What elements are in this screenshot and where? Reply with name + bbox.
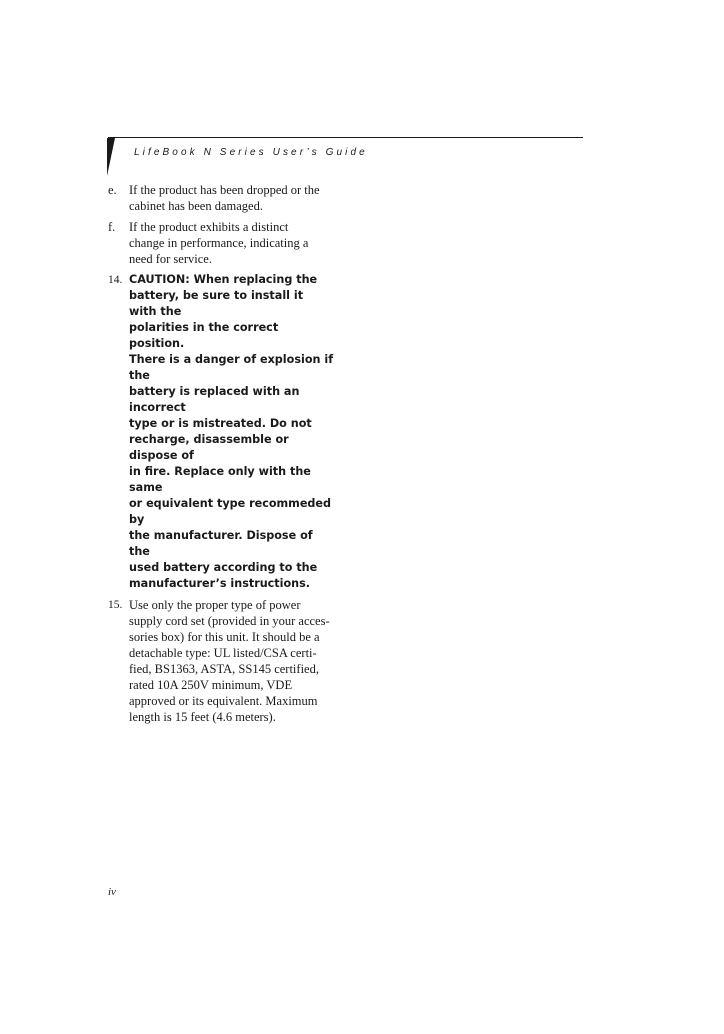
text-line: approved or its equivalent. Maximum — [129, 694, 318, 708]
header-corner-mark — [107, 138, 115, 176]
text-line: recharge, disassemble or dispose of — [129, 433, 289, 462]
list-marker: 15. — [108, 599, 123, 611]
text-line: the manufacturer. Dispose of the — [129, 529, 313, 558]
list-item-text — [129, 597, 334, 725]
text-line: used battery according to the — [129, 561, 318, 574]
list-item-15 — [108, 597, 334, 725]
text-line: detachable type: UL listed/CSA certi- — [129, 646, 317, 660]
text-line: rated 10A 250V minimum, VDE — [129, 678, 293, 692]
text-line: need for service. — [129, 252, 212, 266]
text-line: If the product exhibits a distinct — [129, 220, 289, 234]
text-line: polarities in the correct position. — [129, 321, 279, 350]
text-line: length is 15 feet (4.6 meters). — [129, 710, 276, 724]
caution-text — [129, 272, 334, 592]
running-header: LifeBook N Series User’s Guide — [134, 147, 368, 158]
text-line: cabinet has been damaged. — [129, 199, 263, 213]
text-line: There is a danger of explosion if the — [129, 353, 334, 382]
page-number: iv — [108, 886, 116, 898]
text-line: fied, BS1363, ASTA, SS145 certified, — [129, 662, 319, 676]
list-item-14-caution — [108, 272, 334, 592]
text-line: If the product has been dropped or the — [129, 183, 320, 197]
text-line: CAUTION: When replacing the — [129, 273, 318, 286]
list-marker: 14. — [108, 274, 123, 286]
text-line: manufacturer’s instructions. — [129, 577, 311, 590]
list-item-text — [129, 182, 334, 214]
list-marker: f. — [108, 220, 116, 234]
body-column — [108, 182, 334, 730]
list-item-text — [129, 219, 334, 267]
text-line: Use only the proper type of power — [129, 598, 301, 612]
header-rule — [108, 137, 583, 138]
text-line: type or is mistreated. Do not — [129, 417, 312, 430]
text-line: battery, be sure to install it with the — [129, 289, 304, 318]
text-line: or equivalent type recommeded by — [129, 497, 332, 526]
text-line: battery is replaced with an incorrect — [129, 385, 300, 414]
text-line: supply cord set (provided in your acces- — [129, 614, 330, 628]
list-item-e — [108, 182, 334, 214]
text-line: sories box) for this unit. It should be a — [129, 630, 320, 644]
text-line: in fire. Replace only with the same — [129, 465, 311, 494]
list-item-f — [108, 219, 334, 267]
text-line: change in performance, indicating a — [129, 236, 309, 250]
list-marker: e. — [108, 183, 117, 197]
